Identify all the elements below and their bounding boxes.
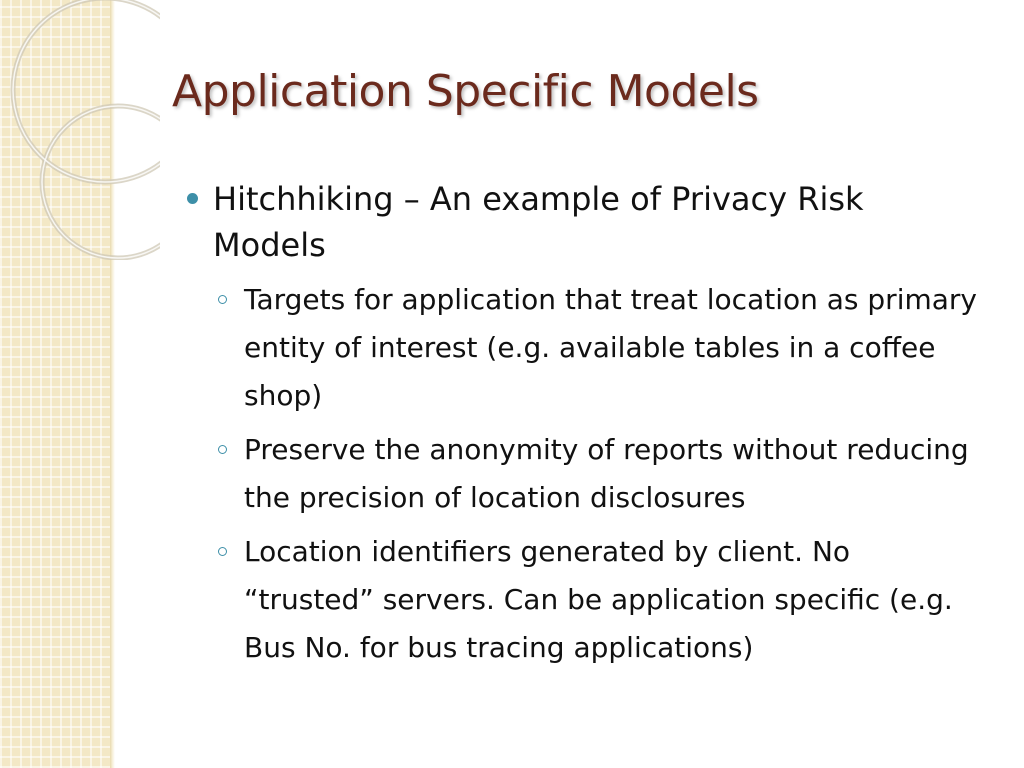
decorative-rings bbox=[0, 0, 160, 260]
sub-bullet-text: Location identifiers generated by client. No “trusted” servers. Can be application specific (e.g. Bus No. for bus tracing applications) bbox=[244, 535, 953, 664]
slide-title: Application Specific Models bbox=[172, 66, 759, 117]
sub-bullet-ring-icon bbox=[218, 547, 227, 556]
sub-bullet-item bbox=[185, 528, 985, 672]
sub-bullet-item bbox=[185, 276, 985, 420]
sub-bullet-ring-icon bbox=[218, 445, 227, 454]
bullet-dot-icon bbox=[187, 193, 198, 204]
bullet-text: Hitchhiking – An example of Privacy Risk Models bbox=[213, 180, 864, 264]
sub-bullet-text: Preserve the anonymity of reports without reducing the precision of location disclosures bbox=[244, 433, 969, 514]
sub-bullet-ring-icon bbox=[218, 295, 227, 304]
sub-bullet-text: Targets for application that treat location as primary entity of interest (e.g. available tables in a coffee shop) bbox=[244, 283, 977, 412]
bullet-list bbox=[185, 176, 985, 678]
sub-bullet-item bbox=[185, 426, 985, 522]
bullet-item bbox=[185, 176, 985, 268]
sub-bullet-list bbox=[185, 276, 985, 672]
